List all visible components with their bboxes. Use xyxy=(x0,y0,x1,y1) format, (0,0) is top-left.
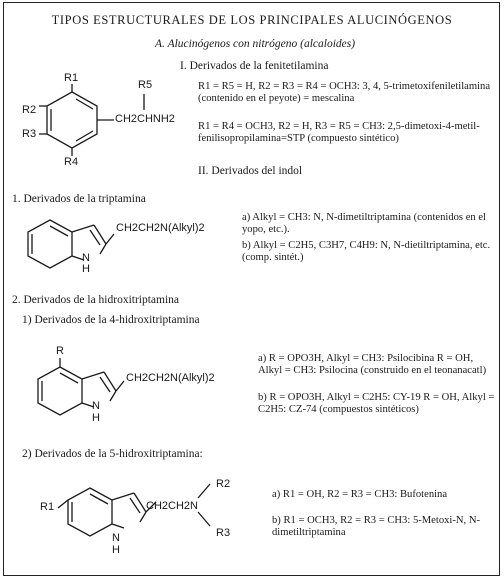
hydroxy-text-a: a) R = OPO3H, Alkyl = CH3: Psilocibina R = OH, Alkyl = CH3: Psilocina (construido en el teonanacatl) xyxy=(258,353,487,377)
five-hydroxy-nh: N xyxy=(112,532,120,544)
five-hydroxy-r1: R1 xyxy=(40,501,55,513)
five-hydroxy-h: H xyxy=(112,544,120,556)
tryptamine-structure xyxy=(10,210,230,280)
tryptamine-nh: N xyxy=(82,252,90,264)
hydroxy-chain: CH2CH2N(Alkyl)2 xyxy=(126,372,215,384)
tryptamine-text-a: a) Alkyl = CH3: N, N-dimetiltriptamina (contenidos en el yopo, etc.). xyxy=(242,212,486,236)
tryptamine-chain: CH2CH2N(Alkyl)2 xyxy=(116,222,205,234)
tryptamine-h: H xyxy=(82,263,90,275)
phenethyl-text-1: R1 = R5 = H, R2 = R3 = R4 = OCH3: 3, 4, 5-trimetoxifeniletilamina (contenido en el peyote) = mescalina xyxy=(198,81,491,105)
hydroxy-r-label: R xyxy=(56,345,64,357)
tryptamine-heading: 1. Derivados de la triptamina xyxy=(12,193,146,205)
five-hydroxy-chain: CH2CH2N xyxy=(146,500,198,512)
label-r1: R1 xyxy=(64,72,79,84)
five-hydroxy-text-b: b) R1 = OCH3, R2 = R3 = CH3: 5-Metoxi-N, N-dimetiltriptamina xyxy=(272,515,481,539)
section-ii-heading: II. Derivados del indol xyxy=(198,165,303,177)
tryptamine-text-b: b) Alkyl = C2H5, C3H7, C4H9: N, N-dietiltriptamina, etc. (comp. sintét.) xyxy=(242,240,491,264)
benzene-ring xyxy=(47,92,97,148)
phenethyl-text-2: R1 = R4 = OCH3, R2 = H, R3 = R5 = CH3: 2,5-dimetoxi-4-metil-fenilisopropilamina=STP (compuesto sintético) xyxy=(198,121,480,145)
phenethyl-chain: CH2CHNH2 xyxy=(115,113,175,125)
phenethylamine-structure xyxy=(10,72,190,182)
five-hydroxy-r3: R3 xyxy=(216,527,231,539)
five-hydroxy-r2: R2 xyxy=(216,478,231,490)
4-hydroxytryptamine-structure xyxy=(20,345,240,435)
five-hydroxy-sub2: 2) Derivados de la 5-hidroxitriptamina: xyxy=(22,448,203,460)
hydroxy-nh: N xyxy=(92,400,100,412)
hydroxy-heading: 2. Derivados de la hidroxitriptamina xyxy=(12,294,180,306)
five-hydroxy-text-a: a) R1 = OH, R2 = R3 = CH3: Bufotenina xyxy=(272,489,448,500)
page-title: TIPOS ESTRUCTURALES DE LOS PRINCIPALES ALUCINÓGENOS xyxy=(51,13,453,27)
hydroxy-sub1: 1) Derivados de la 4-hidroxitriptamina xyxy=(22,314,200,326)
label-r5: R5 xyxy=(138,79,153,91)
section-i-heading: I. Derivados de la fenitetilamina xyxy=(180,60,329,72)
hydroxy-h: H xyxy=(92,412,100,424)
label-r2: R2 xyxy=(22,104,37,116)
section-a-heading: A. Alucinógenos con nitrógeno (alcaloides) xyxy=(155,38,356,50)
label-r3: R3 xyxy=(22,128,37,140)
label-r4: R4 xyxy=(64,156,79,168)
hydroxy-text-b: b) R = OPO3H, Alkyl = C2H5: CY-19 R = OH, Alkyl = C2H5: CZ-74 (compuestos sintéticos) xyxy=(258,392,495,416)
